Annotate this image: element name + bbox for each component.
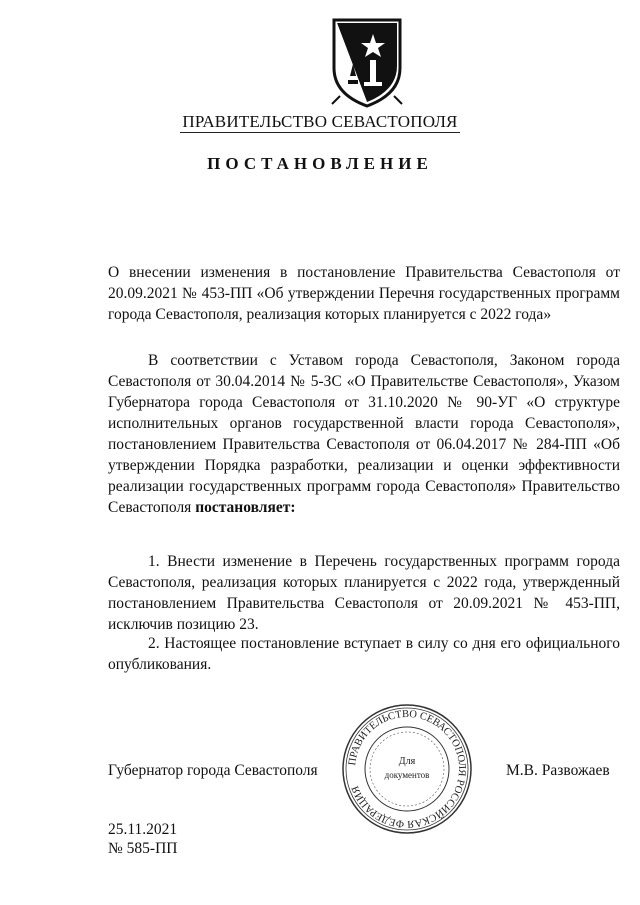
signatory-position: Губернатор города Севастополя: [108, 762, 318, 779]
document-number: № 585-ПП: [108, 840, 178, 857]
seal-inner-line1: Для: [398, 756, 416, 767]
item-2-paragraph: 2. Настоящее постановление вступает в силу со дня его официального опубликования.: [108, 635, 620, 673]
document-type-title: ПОСТАНОВЛЕНИЕ: [207, 154, 433, 173]
official-seal: [340, 702, 474, 836]
preamble-paragraph: [108, 350, 620, 518]
document-date-number: [108, 820, 177, 858]
document-date: 25.11.2021: [108, 821, 178, 838]
coat-of-arms-icon: [330, 16, 404, 108]
organization-header: ПРАВИТЕЛЬСТВО СЕВАСТОПОЛЯ: [182, 112, 458, 131]
decision-word: постановляет:: [195, 499, 296, 516]
signatory-name: М.В. Развожаев: [506, 762, 610, 779]
document-subject: О внесении изменения в постановление Правительства Севастополя от 20.09.2021 № 453-ПП «Об утверждении Перечня государственных программ города Севастополя, реализация которых планируется с 2022 года»: [108, 264, 620, 323]
preamble-text: В соответствии с Уставом города Севастополя, Законом города Севастополя от 30.04.2014 № 5-ЗС «О Правительстве Севастополя», Указом Губернатора города Севастополя от 31.10.2020 № 90-УГ «О структуре исполнительных органов государственной власти города Севастополя», постановлением Правительства Севастополя от 06.04.2017 № 284-ПП «Об утверждении Порядка разработки, реализации и оценки эффективности реализации государственных программ города Севастополя» Правительство Севастополя: [108, 352, 620, 516]
item-1-paragraph: 1. Внести изменение в Перечень государственных программ города Севастополя, реализация которых планируется с 2022 года, утвержденный постановлением Правительства Севастополя от 20.09.2021 № 453-ПП, исключив позицию 23.: [108, 553, 620, 633]
seal-inner-line2: документов: [384, 770, 430, 780]
seal-outer-text: ПРАВИТЕЛЬСТВО СЕВАСТОПОЛЯ РОССИЙСКАЯ ФЕДЕРАЦИЯ: [347, 708, 468, 830]
